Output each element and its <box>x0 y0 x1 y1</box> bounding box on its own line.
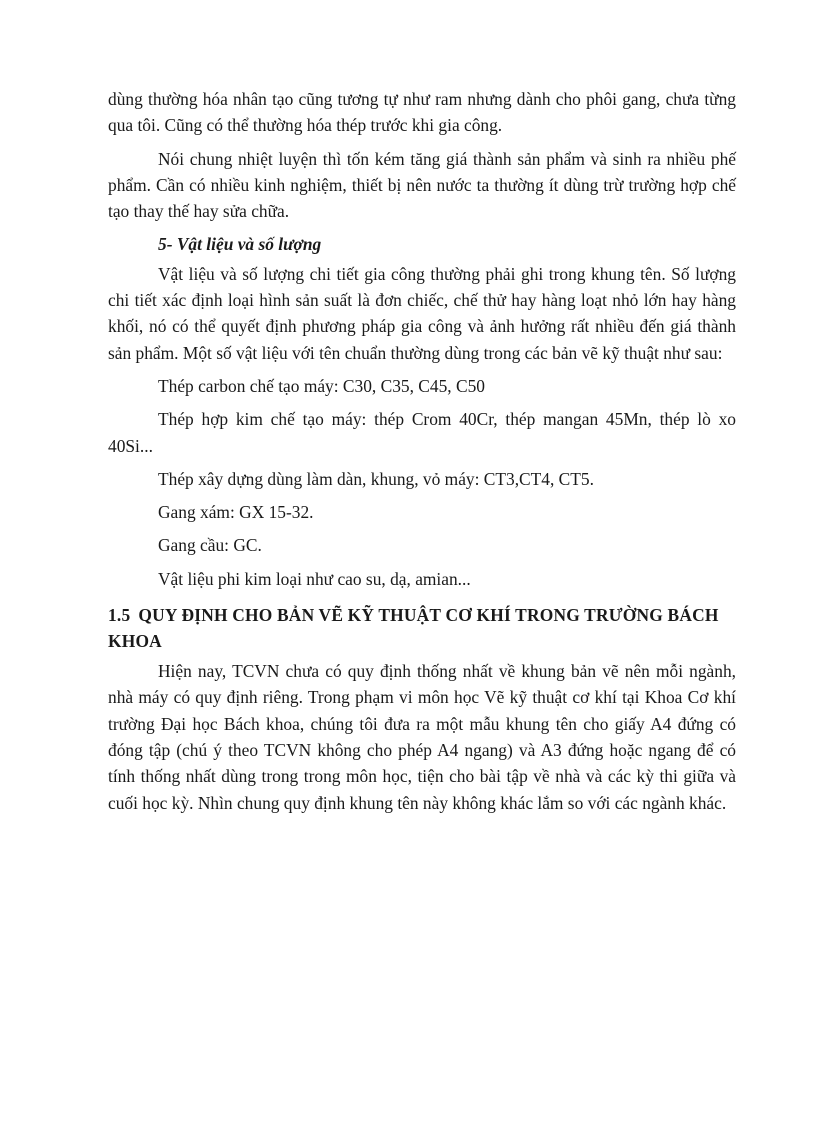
material-item: Gang cầu: GC. <box>158 535 262 556</box>
section-heading <box>108 602 736 654</box>
material-item: Vật liệu phi kim loại như cao su, dạ, amian... <box>158 568 471 589</box>
material-item: Thép xây dựng dùng làm dàn, khung, vỏ máy: CT3,CT4, CT5. <box>158 468 594 489</box>
material-item: Gang xám: GX 15-32. <box>158 502 314 523</box>
paragraph-heat-treatment-summary: Nói chung nhiệt luyện thì tốn kém tăng giá thành sản phẩm và sinh ra nhiều phế phẩm. Cần có nhiều kinh nghiệm, thiết bị nên nước ta thường ít dùng trừ trường hợp chế tạo thay thế hay sửa chữa. <box>108 148 736 222</box>
paragraph-heat-treatment-continued: dùng thường hóa nhân tạo cũng tương tự như ram nhưng dành cho phôi gang, chưa từng qua tôi. Cũng có thể thường hóa thép trước khi gia công. <box>108 89 736 136</box>
material-item: Thép carbon chế tạo máy: C30, C35, C45, C50 <box>158 375 485 396</box>
material-item: Thép hợp kim chế tạo máy: thép Crom 40Cr, thép mangan 45Mn, thép lò xo 40Si... <box>108 409 736 456</box>
section-title: QUY ĐỊNH CHO BẢN VẼ KỸ THUẬT CƠ KHÍ TRONG TRƯỜNG BÁCH KHOA <box>108 605 719 652</box>
paragraph-materials-intro: Vật liệu và số lượng chi tiết gia công thường phải ghi trong khung tên. Số lượng chi tiết xác định loại hình sản suất là đơn chiếc, chế thử hay hàng loạt nhỏ lớn hay hàng khối, nó có thể quyết định phương pháp gia công và ảnh hưởng rất nhiều đến giá thành sản phẩm. Một số vật liệu với tên chuẩn thường dùng trong các bản vẽ kỹ thuật như sau: <box>108 263 736 363</box>
paragraph-section-body: Hiện nay, TCVN chưa có quy định thống nhất về khung bản vẽ nên mỗi ngành, nhà máy có quy định riêng. Trong phạm vi môn học Vẽ kỹ thuật cơ khí tại Khoa Cơ khí trường Đại học Bách khoa, chúng tôi đưa ra một mẫu khung tên cho giấy A4 đứng có đóng tập (chú ý theo TCVN không cho phép A4 ngang) và A3 đứng hoặc ngang để có tính thống nhất dùng trong trong môn học, tiện cho bài tập về nhà và các kỳ thi giữa và cuối học kỳ. Nhìn chung quy định khung tên này không khác lắm so với các ngành khác. <box>108 661 736 813</box>
document-page <box>108 86 736 823</box>
subheading-materials-quantity: 5- Vật liệu và số lượng <box>158 234 322 255</box>
section-number: 1.5 <box>108 605 131 626</box>
